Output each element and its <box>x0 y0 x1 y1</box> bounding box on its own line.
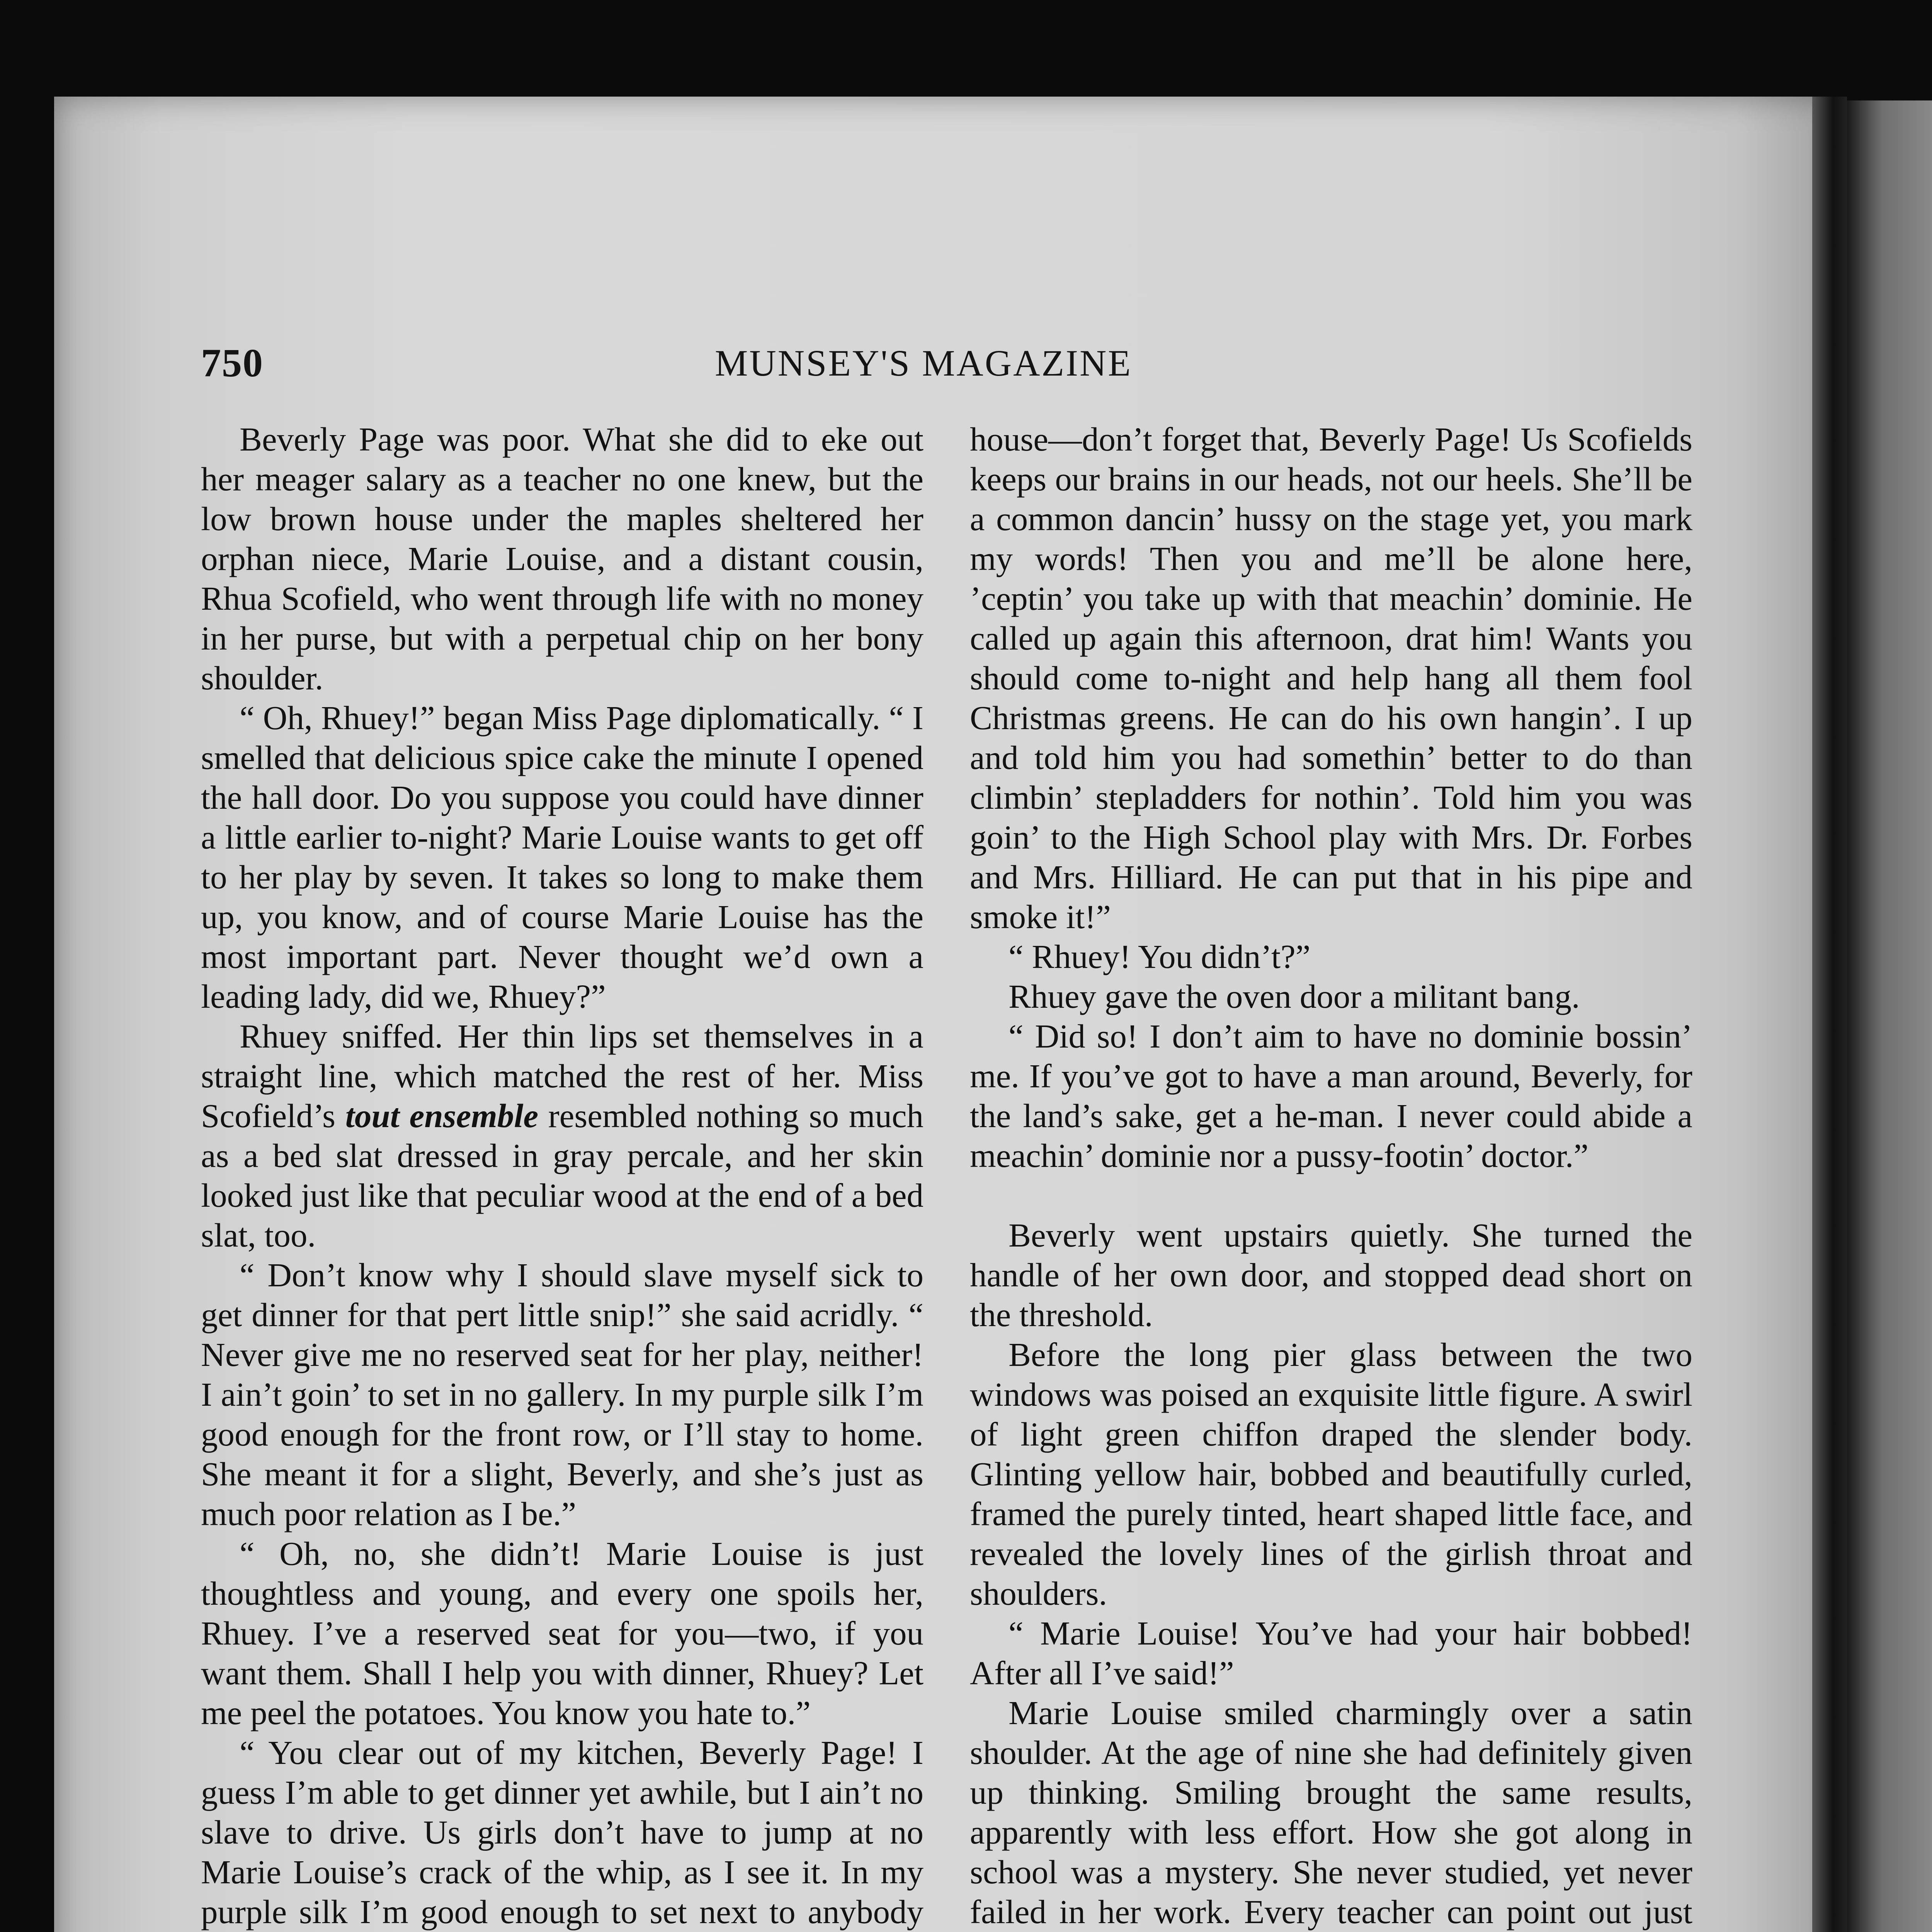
italic-phrase: tout ensemble <box>345 1097 539 1134</box>
page-number: 750 <box>201 341 264 385</box>
paragraph-continuation: house—don’t forget that, Beverly Page! Us Scofields keeps our brains in our heads, not our heels. She’ll be a common dancin’ hussy on the stage yet, you mark my words! Then you and me’ll be alone here, ’ceptin’ you take up with that meachin’ dominie. He called up again this afternoon, drat him! Wants you should come to-night and help hang all them fool Christmas greens. He can do his own hangin’. I up and told him you had somethin’ better to do than climbin’ stepladders for nothin’. Told him you was goin’ to the High School play with Mrs. Dr. Forbes and Mrs. Hilliard. He can put that in his pipe and smoke it!” <box>970 420 1692 935</box>
paragraph: Beverly Page was poor. What she did to eke out her meager salary as a teacher no one knew, but the low brown house under the maples sheltered her orphan niece, Marie Louise, and a distant cousin, Rhua Scofield, who went through life with no money in her purse, but with a perpetual chip on her bony shoulder. <box>201 420 923 697</box>
paragraph-text: resembled nothing so much as a bed slat dressed in gray percale, and her skin looked just like that peculiar wood at the end of a bed slat, too. <box>201 1097 923 1254</box>
paragraph-section-start: Beverly went upstairs quietly. She turned the handle of her own door, and stopped dead short on the threshold. <box>970 1216 1692 1333</box>
paragraph-text: Rhuey sniffed. Her thin lips set themselves in a straight line, which matched the rest of her. Miss Scofield’s <box>201 1017 923 1134</box>
page-header <box>201 340 1692 386</box>
paragraph <box>201 1016 923 1255</box>
paragraph: “ Marie Louise! You’ve had your hair bobbed! After all I’ve said!” <box>970 1614 1692 1692</box>
paragraph: Before the long pier glass between the two windows was poised an exquisite little figure. A swirl of light green chiffon draped the slender body. Glinting yellow hair, bobbed and beautifully curled, framed the purely tinted, heart shaped little face, and revealed the lovely lines of the girlish throat and shoulders. <box>970 1336 1692 1612</box>
paragraph: Rhuey gave the oven door a militant bang. <box>1009 978 1580 1015</box>
paragraph: “ You clear out of my kitchen, Beverly Page! I guess I’m able to get dinner yet awhile, but I ain’t no slave to drive. Us girls don’t have to jump at no Marie Louise’s crack of the whip, as I see it. In my purple silk I’m good enough to set next to anybody <box>201 1734 923 1930</box>
running-head: MUNSEY'S MAGAZINE <box>715 342 1132 384</box>
page-gutter-shadow <box>1812 97 1847 1932</box>
right-text-column <box>970 419 1692 1932</box>
paragraph: “ Don’t know why I should slave myself sick to get dinner for that pert little snip!” she said acridly. “ Never give me no reserved seat for her play, neither! I ain’t goin’ to set in no gallery. In my purple silk I’m good enough for the front row, or I’ll stay to home. She meant it for a slight, Beverly, and she’s just as much poor relation as I be.” <box>201 1256 923 1532</box>
paragraph: “ Oh, no, she didn’t! Marie Louise is just thoughtless and young, and every one spoils her, Rhuey. I’ve a reserved seat for you—two, if you want them. Shall I help you with dinner, Rhuey? Let me peel the potatoes. You know you hate to.” <box>201 1535 923 1731</box>
adjacent-page-edge <box>1847 100 1932 1932</box>
paragraph: “ Rhuey! You didn’t?” <box>1009 938 1311 975</box>
left-text-column <box>201 419 923 1932</box>
paragraph: “ Did so! I don’t aim to have no dominie bossin’ me. If you’ve got to have a man around, Beverly, for the land’s sake, get a he-man. I never could abide a meachin’ dominie nor a pussy-footin’ doctor.” <box>970 1017 1692 1174</box>
paragraph: Marie Louise smiled charmingly over a satin shoulder. At the age of nine she had definitely given up thinking. Smiling brought the same results, apparently with less effort. How she got along in school was a mystery. She never studied, yet never failed in her work. Every teacher can point out just <box>970 1694 1692 1930</box>
paragraph: “ Oh, Rhuey!” began Miss Page diplomatically. “ I smelled that delicious spice cake the minute I opened the hall door. Do you suppose you could have dinner a little earlier to-night? Marie Louise wants to get off to her play by seven. It takes so long to make them up, you know, and of course Marie Louise has the most important part. Never thought we’d own a leading lady, did we, Rhuey?” <box>201 699 923 1015</box>
